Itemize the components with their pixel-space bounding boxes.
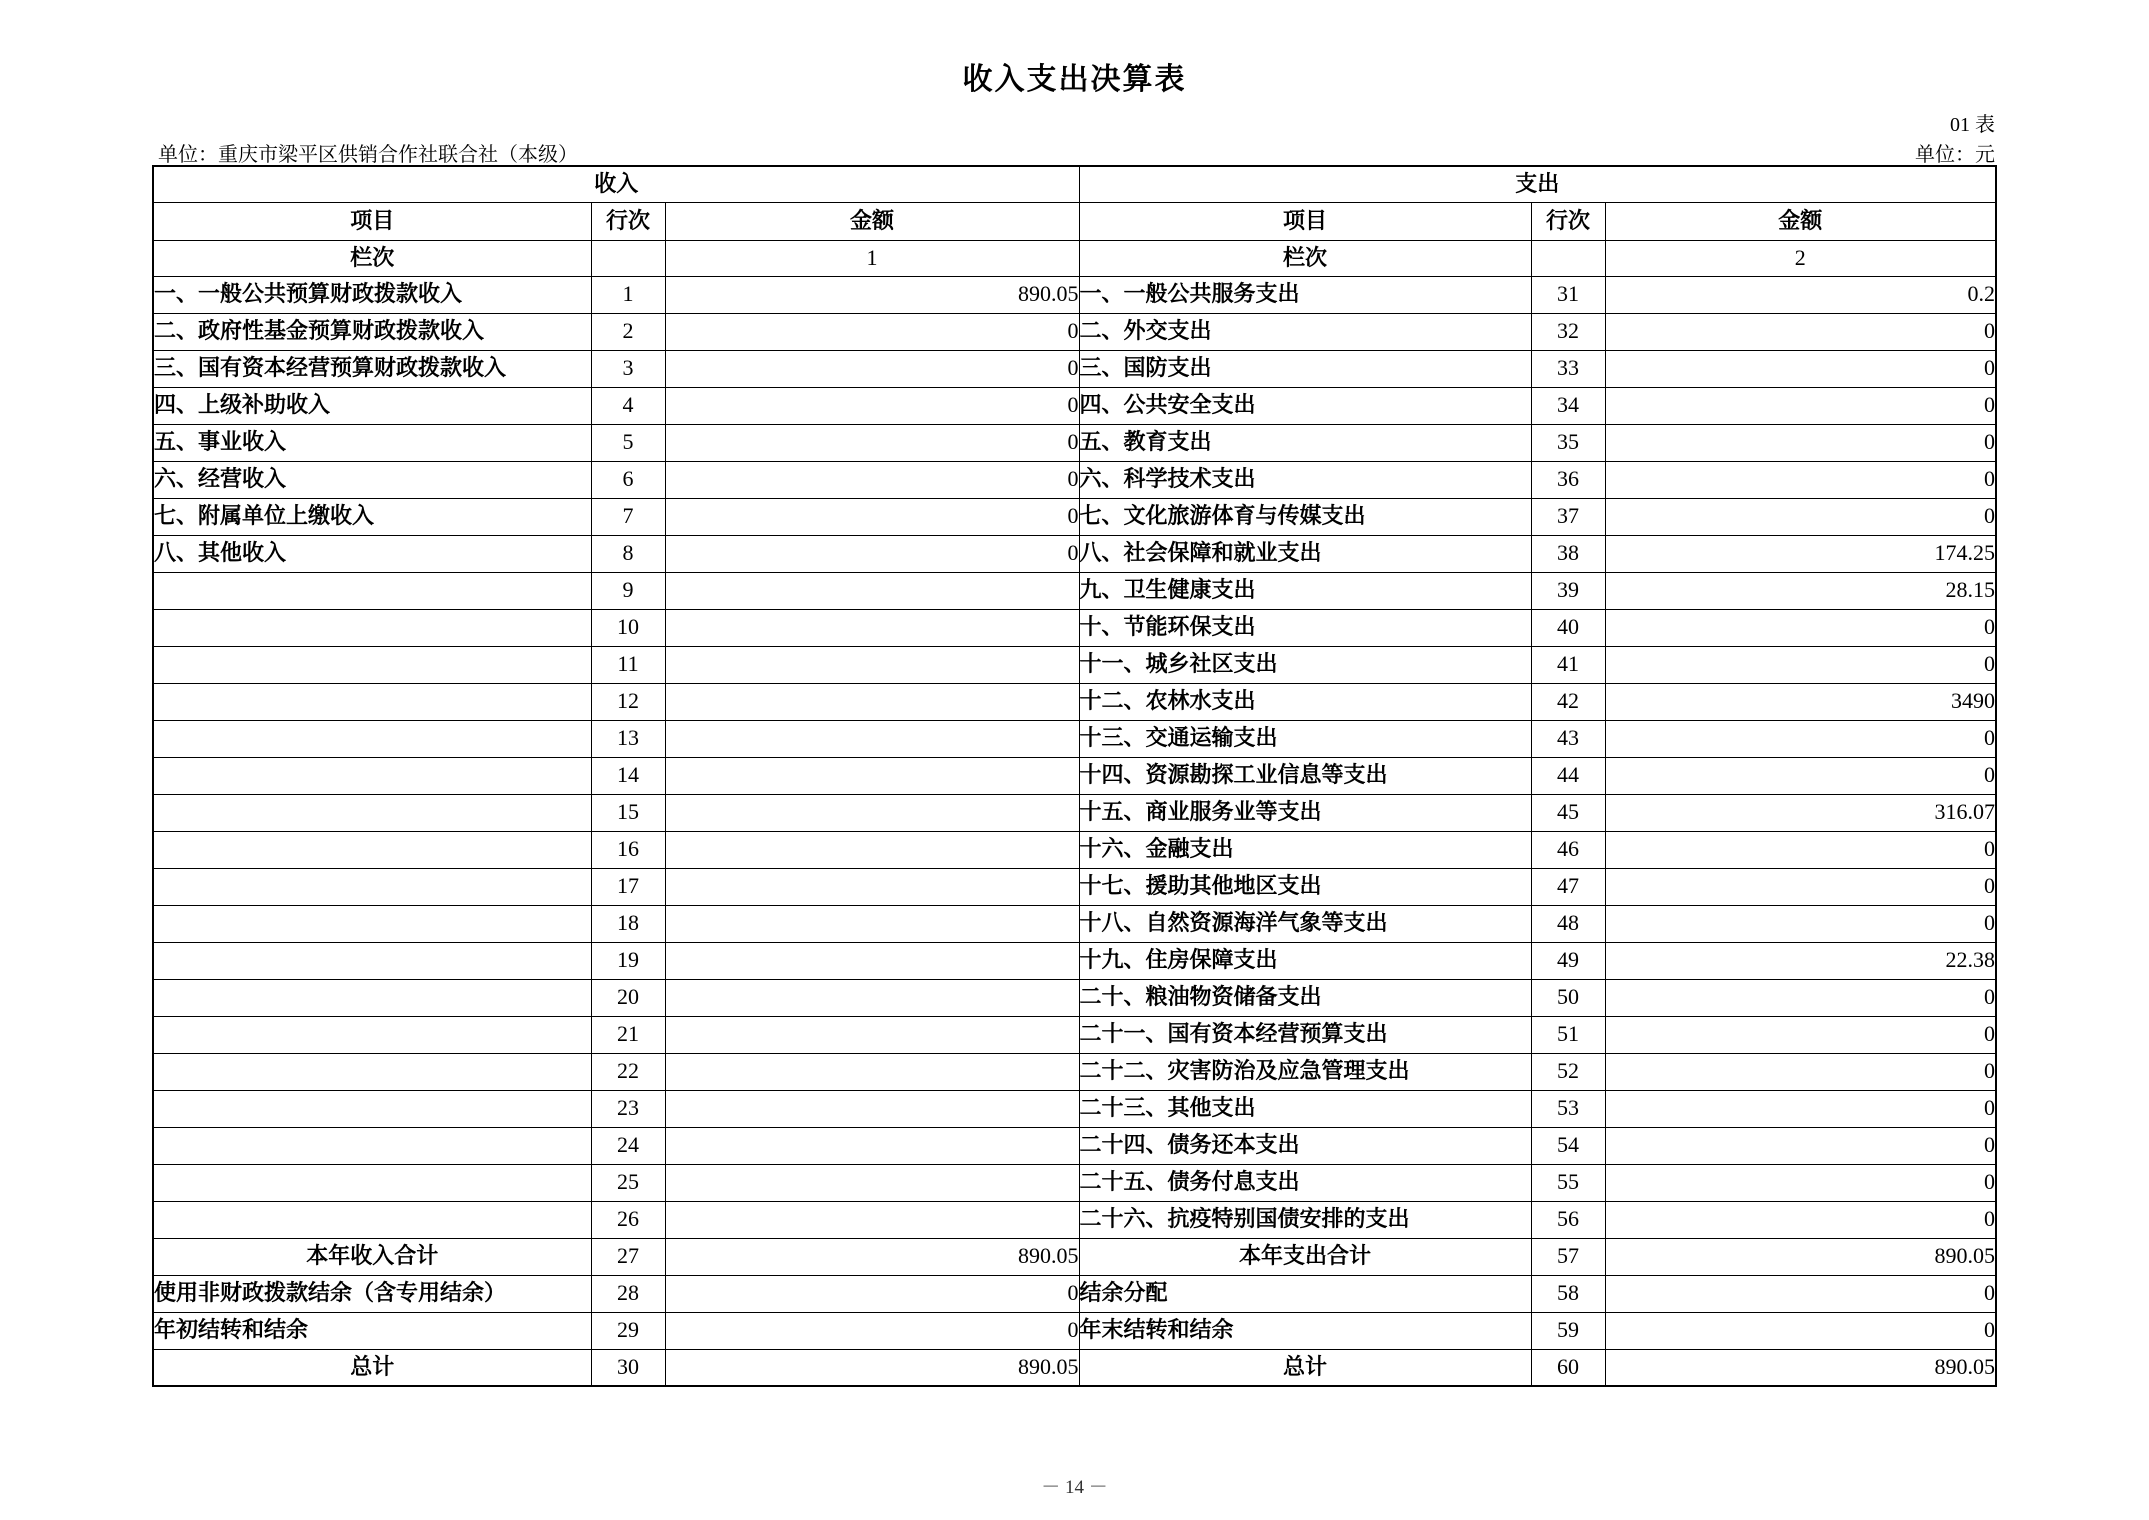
table-row [153, 757, 1996, 794]
table-row [153, 313, 1996, 350]
income-item-cell [153, 1201, 591, 1238]
expense-amount-cell: 0 [1605, 905, 1996, 942]
expense-amount-cell: 0 [1605, 720, 1996, 757]
income-amount-cell: 0 [665, 424, 1079, 461]
expense-item-cell: 三、国防支出 [1079, 350, 1531, 387]
income-amount-cell: 0 [665, 1312, 1079, 1349]
income-amount-cell [665, 905, 1079, 942]
table-row [153, 979, 1996, 1016]
income-item-cell [153, 905, 591, 942]
table-row [153, 1275, 1996, 1312]
income-amount-header: 金额 [665, 202, 1079, 240]
expense-line-no-cell: 34 [1531, 387, 1605, 424]
expense-item-cell: 二、外交支出 [1079, 313, 1531, 350]
expense-section-header: 支出 [1079, 166, 1996, 202]
expense-item-cell: 二十五、债务付息支出 [1079, 1164, 1531, 1201]
expense-amount-cell: 316.07 [1605, 794, 1996, 831]
income-amount-cell [665, 757, 1079, 794]
income-line-no-cell: 27 [591, 1238, 665, 1275]
expense-line-no-cell: 44 [1531, 757, 1605, 794]
table-row [153, 905, 1996, 942]
expense-item-cell: 本年支出合计 [1079, 1238, 1531, 1275]
expense-amount-cell: 3490 [1605, 683, 1996, 720]
income-amount-cell [665, 646, 1079, 683]
table-row [153, 498, 1996, 535]
org-unit-label: 单位：重庆市梁平区供销合作社联合社（本级） [158, 144, 578, 166]
expense-lan-blank [1531, 240, 1605, 276]
income-line-no-cell: 4 [591, 387, 665, 424]
expense-amount-cell: 890.05 [1605, 1349, 1996, 1386]
income-item-cell: 本年收入合计 [153, 1238, 591, 1275]
income-amount-cell [665, 868, 1079, 905]
income-item-cell: 年初结转和结余 [153, 1312, 591, 1349]
expense-line-no-cell: 60 [1531, 1349, 1605, 1386]
income-line-no-cell: 18 [591, 905, 665, 942]
expense-amount-cell: 0 [1605, 1090, 1996, 1127]
expense-amount-cell: 0 [1605, 646, 1996, 683]
expense-amount-cell: 28.15 [1605, 572, 1996, 609]
expense-line-no-header: 行次 [1531, 202, 1605, 240]
expense-amount-cell: 0 [1605, 424, 1996, 461]
expense-line-no-cell: 51 [1531, 1016, 1605, 1053]
expense-item-cell: 二十四、债务还本支出 [1079, 1127, 1531, 1164]
income-amount-cell [665, 1127, 1079, 1164]
income-amount-cell [665, 1053, 1079, 1090]
expense-amount-cell: 0 [1605, 609, 1996, 646]
expense-item-cell: 二十三、其他支出 [1079, 1090, 1531, 1127]
income-item-cell: 四、上级补助收入 [153, 387, 591, 424]
income-line-no-cell: 3 [591, 350, 665, 387]
table-number: 01 表 [1950, 114, 1995, 136]
expense-line-no-cell: 47 [1531, 868, 1605, 905]
expense-amount-cell: 890.05 [1605, 1238, 1996, 1275]
table-row [153, 350, 1996, 387]
expense-lan-label: 栏次 [1079, 240, 1531, 276]
income-amount-cell: 890.05 [665, 276, 1079, 313]
income-item-cell [153, 720, 591, 757]
income-amount-cell [665, 979, 1079, 1016]
expense-line-no-cell: 31 [1531, 276, 1605, 313]
income-item-cell: 六、经营收入 [153, 461, 591, 498]
income-section-header: 收入 [153, 166, 1079, 202]
income-line-no-cell: 5 [591, 424, 665, 461]
expense-amount-cell: 0 [1605, 498, 1996, 535]
table-row [153, 1127, 1996, 1164]
income-item-cell: 八、其他收入 [153, 535, 591, 572]
table-row [153, 572, 1996, 609]
table-row [153, 276, 1996, 313]
table-row [153, 535, 1996, 572]
expense-item-cell: 十、节能环保支出 [1079, 609, 1531, 646]
income-line-no-cell: 2 [591, 313, 665, 350]
table-row [153, 831, 1996, 868]
expense-column-number: 2 [1605, 240, 1996, 276]
table-row [153, 868, 1996, 905]
income-item-cell [153, 1016, 591, 1053]
table-row [153, 424, 1996, 461]
table-row [153, 1164, 1996, 1201]
income-amount-cell [665, 683, 1079, 720]
income-item-cell: 二、政府性基金预算财政拨款收入 [153, 313, 591, 350]
expense-line-no-cell: 52 [1531, 1053, 1605, 1090]
expense-amount-cell: 0 [1605, 1127, 1996, 1164]
expense-item-cell: 四、公共安全支出 [1079, 387, 1531, 424]
table-row [153, 794, 1996, 831]
expense-amount-header: 金额 [1605, 202, 1996, 240]
income-amount-cell: 0 [665, 350, 1079, 387]
expense-item-cell: 十二、农林水支出 [1079, 683, 1531, 720]
table-row [153, 1201, 1996, 1238]
income-item-cell [153, 942, 591, 979]
expense-line-no-cell: 35 [1531, 424, 1605, 461]
income-item-header: 项目 [153, 202, 591, 240]
income-item-cell: 三、国有资本经营预算财政拨款收入 [153, 350, 591, 387]
expense-amount-cell: 0 [1605, 1053, 1996, 1090]
expense-item-cell: 十七、援助其他地区支出 [1079, 868, 1531, 905]
income-line-no-cell: 30 [591, 1349, 665, 1386]
section-header-row [153, 166, 1996, 202]
income-line-no-cell: 19 [591, 942, 665, 979]
income-line-no-cell: 25 [591, 1164, 665, 1201]
income-line-no-cell: 15 [591, 794, 665, 831]
income-amount-cell: 0 [665, 498, 1079, 535]
expense-amount-cell: 0 [1605, 1312, 1996, 1349]
income-item-cell: 五、事业收入 [153, 424, 591, 461]
expense-line-no-cell: 58 [1531, 1275, 1605, 1312]
expense-item-cell: 九、卫生健康支出 [1079, 572, 1531, 609]
expense-line-no-cell: 40 [1531, 609, 1605, 646]
income-item-cell [153, 609, 591, 646]
income-line-no-cell: 6 [591, 461, 665, 498]
expense-line-no-cell: 55 [1531, 1164, 1605, 1201]
income-amount-cell [665, 1201, 1079, 1238]
expense-amount-cell: 22.38 [1605, 942, 1996, 979]
expense-line-no-cell: 50 [1531, 979, 1605, 1016]
expense-line-no-cell: 54 [1531, 1127, 1605, 1164]
expense-item-cell: 二十一、国有资本经营预算支出 [1079, 1016, 1531, 1053]
expense-item-cell: 五、教育支出 [1079, 424, 1531, 461]
column-number-row [153, 240, 1996, 276]
expense-amount-cell: 0.2 [1605, 276, 1996, 313]
income-line-no-cell: 8 [591, 535, 665, 572]
income-amount-cell: 890.05 [665, 1238, 1079, 1275]
expense-amount-cell: 0 [1605, 757, 1996, 794]
table-row [153, 1349, 1996, 1386]
income-amount-cell [665, 1016, 1079, 1053]
expense-amount-cell: 0 [1605, 1164, 1996, 1201]
table-row [153, 942, 1996, 979]
income-line-no-cell: 13 [591, 720, 665, 757]
income-line-no-cell: 1 [591, 276, 665, 313]
expense-amount-cell: 0 [1605, 350, 1996, 387]
page-number: － 14 － [1041, 1477, 1108, 1498]
income-amount-cell [665, 831, 1079, 868]
income-item-cell [153, 683, 591, 720]
expense-line-no-cell: 57 [1531, 1238, 1605, 1275]
income-line-no-cell: 24 [591, 1127, 665, 1164]
table-row [153, 1053, 1996, 1090]
table-row [153, 609, 1996, 646]
income-item-cell [153, 1164, 591, 1201]
expense-line-no-cell: 36 [1531, 461, 1605, 498]
expense-item-cell: 二十二、灾害防治及应急管理支出 [1079, 1053, 1531, 1090]
column-header-row [153, 202, 1996, 240]
income-item-cell [153, 979, 591, 1016]
expense-item-cell: 十六、金融支出 [1079, 831, 1531, 868]
income-item-cell [153, 1090, 591, 1127]
income-item-cell [153, 794, 591, 831]
currency-unit-label: 单位：元 [1915, 144, 1995, 166]
table-row [153, 646, 1996, 683]
income-item-cell [153, 868, 591, 905]
expense-item-cell: 年末结转和结余 [1079, 1312, 1531, 1349]
table-row [153, 1238, 1996, 1275]
table-row [153, 1090, 1996, 1127]
income-line-no-cell: 9 [591, 572, 665, 609]
expense-line-no-cell: 59 [1531, 1312, 1605, 1349]
table-row [153, 1016, 1996, 1053]
income-line-no-cell: 17 [591, 868, 665, 905]
expense-item-cell: 十四、资源勘探工业信息等支出 [1079, 757, 1531, 794]
expense-amount-cell: 0 [1605, 868, 1996, 905]
income-item-cell: 七、附属单位上缴收入 [153, 498, 591, 535]
income-item-cell [153, 572, 591, 609]
income-amount-cell: 0 [665, 313, 1079, 350]
expense-amount-cell: 0 [1605, 1275, 1996, 1312]
expense-line-no-cell: 32 [1531, 313, 1605, 350]
expense-item-header: 项目 [1079, 202, 1531, 240]
income-line-no-cell: 14 [591, 757, 665, 794]
income-item-cell: 使用非财政拨款结余（含专用结余） [153, 1275, 591, 1312]
expense-amount-cell: 0 [1605, 979, 1996, 1016]
expense-amount-cell: 174.25 [1605, 535, 1996, 572]
expense-item-cell: 十一、城乡社区支出 [1079, 646, 1531, 683]
income-line-no-cell: 21 [591, 1016, 665, 1053]
expense-amount-cell: 0 [1605, 1016, 1996, 1053]
income-amount-cell [665, 720, 1079, 757]
income-line-no-cell: 20 [591, 979, 665, 1016]
income-line-no-header: 行次 [591, 202, 665, 240]
expense-item-cell: 七、文化旅游体育与传媒支出 [1079, 498, 1531, 535]
income-amount-cell: 0 [665, 535, 1079, 572]
expense-amount-cell: 0 [1605, 313, 1996, 350]
income-line-no-cell: 11 [591, 646, 665, 683]
income-line-no-cell: 29 [591, 1312, 665, 1349]
expense-item-cell: 二十、粮油物资储备支出 [1079, 979, 1531, 1016]
table-row [153, 683, 1996, 720]
income-line-no-cell: 12 [591, 683, 665, 720]
income-item-cell [153, 1053, 591, 1090]
expense-item-cell: 总计 [1079, 1349, 1531, 1386]
income-amount-cell: 0 [665, 387, 1079, 424]
expense-line-no-cell: 38 [1531, 535, 1605, 572]
income-amount-cell: 890.05 [665, 1349, 1079, 1386]
expense-line-no-cell: 37 [1531, 498, 1605, 535]
table-row [153, 720, 1996, 757]
expense-item-cell: 十八、自然资源海洋气象等支出 [1079, 905, 1531, 942]
income-amount-cell [665, 942, 1079, 979]
expense-line-no-cell: 46 [1531, 831, 1605, 868]
income-lan-blank [591, 240, 665, 276]
income-item-cell [153, 1127, 591, 1164]
income-item-cell: 总计 [153, 1349, 591, 1386]
expense-item-cell: 六、科学技术支出 [1079, 461, 1531, 498]
income-lan-label: 栏次 [153, 240, 591, 276]
expense-line-no-cell: 41 [1531, 646, 1605, 683]
income-line-no-cell: 26 [591, 1201, 665, 1238]
income-amount-cell [665, 609, 1079, 646]
income-amount-cell [665, 1090, 1079, 1127]
expense-line-no-cell: 49 [1531, 942, 1605, 979]
table-row [153, 1312, 1996, 1349]
income-item-cell [153, 831, 591, 868]
expense-item-cell: 十九、住房保障支出 [1079, 942, 1531, 979]
income-line-no-cell: 7 [591, 498, 665, 535]
expense-amount-cell: 0 [1605, 461, 1996, 498]
income-item-cell [153, 646, 591, 683]
income-line-no-cell: 10 [591, 609, 665, 646]
table-body [153, 276, 1996, 1386]
income-item-cell: 一、一般公共预算财政拨款收入 [153, 276, 591, 313]
expense-item-cell: 结余分配 [1079, 1275, 1531, 1312]
income-amount-cell: 0 [665, 461, 1079, 498]
income-line-no-cell: 28 [591, 1275, 665, 1312]
expense-line-no-cell: 42 [1531, 683, 1605, 720]
expense-amount-cell: 0 [1605, 831, 1996, 868]
income-amount-cell [665, 794, 1079, 831]
expense-line-no-cell: 43 [1531, 720, 1605, 757]
income-amount-cell: 0 [665, 1275, 1079, 1312]
expense-item-cell: 一、一般公共服务支出 [1079, 276, 1531, 313]
page-title: 收入支出决算表 [962, 63, 1187, 96]
table-row [153, 387, 1996, 424]
expense-line-no-cell: 39 [1531, 572, 1605, 609]
income-line-no-cell: 22 [591, 1053, 665, 1090]
income-line-no-cell: 16 [591, 831, 665, 868]
expense-item-cell: 十三、交通运输支出 [1079, 720, 1531, 757]
expense-line-no-cell: 56 [1531, 1201, 1605, 1238]
expense-line-no-cell: 48 [1531, 905, 1605, 942]
expense-item-cell: 二十六、抗疫特别国债安排的支出 [1079, 1201, 1531, 1238]
expense-line-no-cell: 33 [1531, 350, 1605, 387]
expense-amount-cell: 0 [1605, 387, 1996, 424]
expense-line-no-cell: 53 [1531, 1090, 1605, 1127]
income-amount-cell [665, 572, 1079, 609]
income-line-no-cell: 23 [591, 1090, 665, 1127]
expense-item-cell: 八、社会保障和就业支出 [1079, 535, 1531, 572]
income-amount-cell [665, 1164, 1079, 1201]
table-row [153, 461, 1996, 498]
income-column-number: 1 [665, 240, 1079, 276]
income-expense-table [152, 165, 1997, 1387]
expense-amount-cell: 0 [1605, 1201, 1996, 1238]
income-item-cell [153, 757, 591, 794]
expense-line-no-cell: 45 [1531, 794, 1605, 831]
expense-item-cell: 十五、商业服务业等支出 [1079, 794, 1531, 831]
